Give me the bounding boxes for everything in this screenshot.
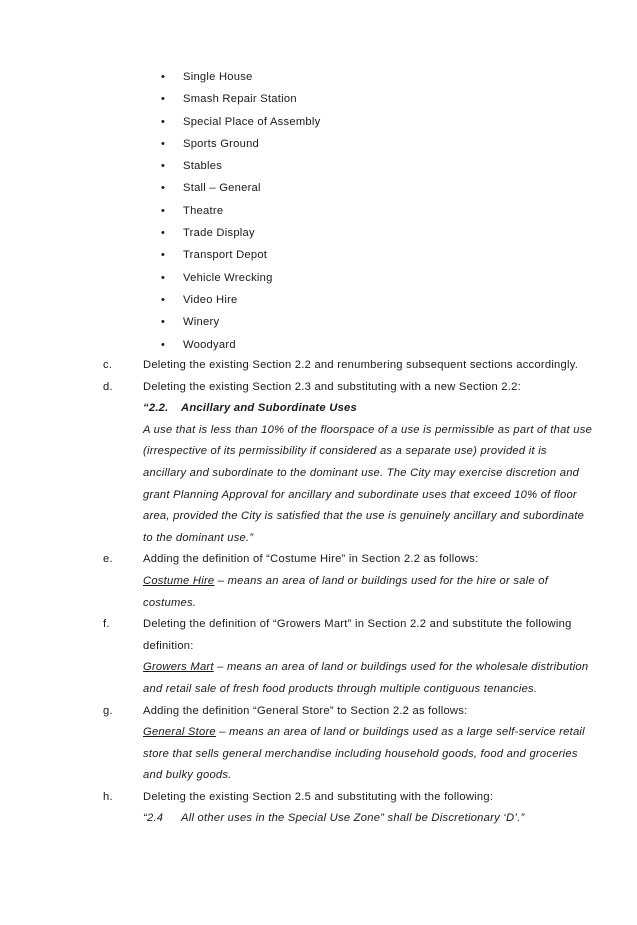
section-number: “2.2. xyxy=(143,402,169,415)
bullet-icon: • xyxy=(161,93,166,106)
list-item xyxy=(0,267,637,289)
section-number: “2.4 xyxy=(143,812,164,825)
list-item xyxy=(0,133,637,155)
list-item-text: Winery xyxy=(183,316,220,329)
list-item xyxy=(0,311,637,333)
bullet-icon: • xyxy=(161,293,166,306)
bullet-icon: • xyxy=(161,182,166,195)
bullet-icon: • xyxy=(161,71,166,83)
bullet-icon: • xyxy=(161,316,166,329)
item-letter: c. xyxy=(103,359,113,371)
list-item xyxy=(0,177,637,199)
list-item-text: Special Place of Assembly xyxy=(183,115,321,128)
definition-term: Growers Mart xyxy=(143,661,214,674)
item-text: Deleting the definition of “Growers Mart” in Section 2.2 and substitute the following definition: xyxy=(143,618,572,652)
section-quote: A use that is less than 10% of the floorspace of a use is permissible as part of that use (irrespective of its permissibility if considered as a separate use) provided it is ancillary and subordinate to the dominant use. The City may exercise discretion and grant Planning Approval for ancillary and subordinate uses that exceed 10% of floor area, provided the City is satisfied that the use is genuinely ancillary and subordinate to the dominant use.” xyxy=(143,423,593,544)
list-item-text: Stall – General xyxy=(183,182,261,195)
definition-term: General Store xyxy=(143,726,216,739)
amendment-item-d xyxy=(0,377,637,550)
bullet-icon: • xyxy=(161,338,166,351)
list-item-text: Woodyard xyxy=(183,338,236,351)
list-item-text: Theatre xyxy=(183,204,224,217)
list-item xyxy=(0,155,637,177)
list-item-text: Video Hire xyxy=(183,293,238,306)
use-list xyxy=(0,66,637,356)
amendment-item-h xyxy=(0,787,637,830)
definition-term: Costume Hire xyxy=(143,574,215,587)
bullet-icon: • xyxy=(161,271,166,284)
definition xyxy=(143,722,593,787)
item-letter: h. xyxy=(103,790,113,803)
definition xyxy=(143,571,593,614)
section-quote xyxy=(143,808,593,830)
bullet-icon: • xyxy=(161,204,166,217)
amendment-item-c xyxy=(0,355,637,377)
section-heading xyxy=(143,398,593,420)
definition-text: – means an area of land or buildings used as a large self-service retail store that sells general merchandise including household goods, food and groceries and bulky goods. xyxy=(143,726,585,782)
item-letter: e. xyxy=(103,553,113,566)
bullet-icon: • xyxy=(161,115,166,128)
item-letter: g. xyxy=(103,704,113,717)
item-text: Adding the definition of “Costume Hire” in Section 2.2 as follows: xyxy=(143,553,479,566)
list-item xyxy=(0,289,637,311)
amendment-item-e xyxy=(0,549,637,614)
list-item-text: Sports Ground xyxy=(183,137,260,150)
list-item-text: Trade Display xyxy=(183,227,255,240)
bullet-icon: • xyxy=(161,137,166,150)
list-item xyxy=(0,222,637,244)
list-item-text: Vehicle Wrecking xyxy=(183,271,273,284)
section-title: Ancillary and Subordinate Uses xyxy=(181,402,357,415)
list-item-text: Stables xyxy=(183,160,223,173)
item-letter: d. xyxy=(103,380,113,393)
bullet-icon: • xyxy=(161,227,166,240)
list-item xyxy=(0,66,637,88)
item-text: Deleting the existing Section 2.2 and renumbering subsequent sections accordingly. xyxy=(143,359,579,371)
list-item xyxy=(0,334,637,356)
section-quote-text: All other uses in the Special Use Zone” shall be Discretionary ‘D’.” xyxy=(181,812,525,825)
amendment-item-f xyxy=(0,614,637,700)
definition-text: – means an area of land or buildings used for the wholesale distribution and retail sale of fresh food products through multiple contiguous tenancies. xyxy=(143,661,589,695)
bullet-icon: • xyxy=(161,249,166,262)
list-item xyxy=(0,111,637,133)
item-letter: f. xyxy=(103,618,110,631)
list-item xyxy=(0,244,637,266)
definition-text: – means an area of land or buildings used for the hire or sale of costumes. xyxy=(143,574,549,609)
item-text: Deleting the existing Section 2.3 and substituting with a new Section 2.2: xyxy=(143,380,521,393)
list-item-text: Single House xyxy=(183,71,253,83)
amendment-items xyxy=(0,355,637,830)
bullet-icon: • xyxy=(161,160,166,173)
item-text: Deleting the existing Section 2.5 and substituting with the following: xyxy=(143,790,494,803)
list-item xyxy=(0,200,637,222)
list-item xyxy=(0,88,637,110)
item-text: Adding the definition “General Store” to Section 2.2 as follows: xyxy=(143,704,468,717)
list-item-text: Smash Repair Station xyxy=(183,93,297,106)
list-item-text: Transport Depot xyxy=(183,249,268,262)
amendment-item-g xyxy=(0,701,637,787)
definition xyxy=(143,657,593,700)
